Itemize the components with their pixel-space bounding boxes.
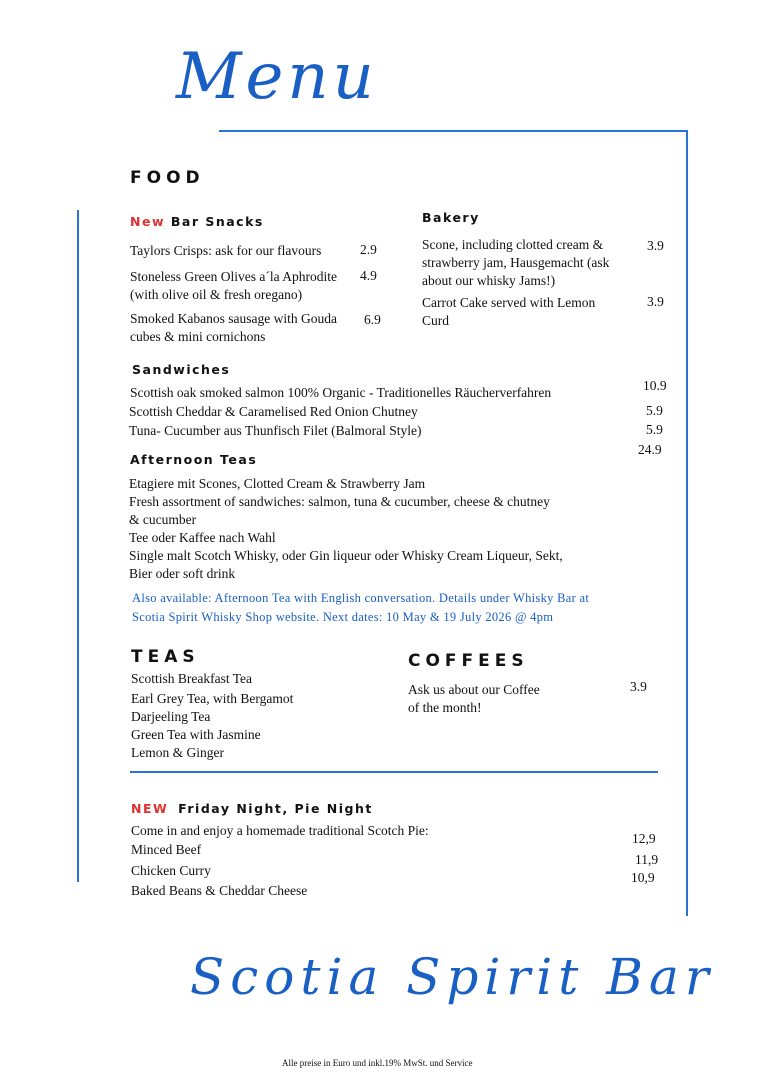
sandwich-price: 5.9 <box>646 403 663 418</box>
pie-item: Minced Beef <box>131 842 202 857</box>
new-badge: NEW <box>131 801 169 816</box>
afternoon-teas-price: 24.9 <box>638 442 662 457</box>
pie-price: 12,9 <box>632 831 656 846</box>
sandwich-item: Scottish Cheddar & Caramelised Red Onion Chutney <box>129 404 418 419</box>
bakery-item: Scone, including clotted cream & strawberry jam, Hausgemacht (ask about our whisky Jams!) <box>422 237 610 288</box>
bakery-price: 3.9 <box>647 294 664 309</box>
coffees-description: Ask us about our Coffee of the month! <box>408 682 540 715</box>
bakery-heading: Bakery <box>422 210 480 225</box>
divider-rule <box>130 771 658 773</box>
list-item: Scottish Breakfast Tea <box>131 671 253 686</box>
bar-snack-item: Smoked Kabanos sausage with Gouda cubes & mini cornichons <box>130 311 337 344</box>
bakery-price: 3.9 <box>647 238 664 253</box>
sandwich-price: 5.9 <box>646 422 663 437</box>
teas-heading: TEAS <box>131 647 200 667</box>
afternoon-teas-heading: Afternoon Teas <box>130 452 258 467</box>
sandwich-item: Scottish oak smoked salmon 100% Organic - Traditionelles Räucherverfahren <box>130 385 552 400</box>
left-rule <box>77 210 79 882</box>
afternoon-teas-description: Etagiere mit Scones, Clotted Cream & Strawberry Jam Fresh assortment of sandwiches: salmon, tuna & cucumber, cheese & chutney & cucumber Tee oder Kaffee nach Wahl Single malt Scotch Whisky, oder Gin liqueur oder Whisky Cream Liqueur, Sekt, Bier oder soft drink <box>129 476 563 581</box>
menu-title: Menu <box>176 40 378 114</box>
right-rule <box>686 130 688 916</box>
teas-list <box>131 670 293 762</box>
new-badge: New <box>130 214 165 229</box>
coffee-price: 3.9 <box>630 679 647 694</box>
bar-snacks-heading <box>130 214 264 229</box>
bar-snacks-title: Bar Snacks <box>170 214 264 229</box>
food-heading: FOOD <box>130 168 205 188</box>
pie-price: 11,9 <box>635 852 659 867</box>
sandwich-item: Tuna- Cucumber aus Thunfisch Filet (Balmoral Style) <box>129 423 422 438</box>
bar-snack-item: Stoneless Green Olives a´la Aphrodite (with olive oil & fresh oregano) <box>130 269 337 302</box>
bar-snack-price: 2.9 <box>360 242 377 257</box>
bakery-item: Carrot Cake served with Lemon Curd <box>422 295 596 328</box>
sandwiches-heading: Sandwiches <box>132 362 231 377</box>
bar-snack-item: Taylors Crisps: ask for our flavours <box>130 243 322 258</box>
list-item: Lemon & Ginger <box>131 745 224 760</box>
footer-note: Alle preise in Euro und inkl.19% MwSt. und Service <box>282 1058 473 1068</box>
top-rule <box>219 130 688 132</box>
pie-price: 10,9 <box>631 870 655 885</box>
pie-night-title: Friday Night, Pie Night <box>178 801 373 816</box>
list-item: Green Tea with Jasmine <box>131 727 261 742</box>
bar-snack-price: 4.9 <box>360 268 377 283</box>
pie-item: Chicken Curry <box>131 863 211 878</box>
afternoon-tea-note: Also available: Afternoon Tea with English conversation. Details under Whisky Bar at Scotia Spirit Whisky Shop website. Next dates: 10 May & 19 July 2026 @ 4pm <box>132 591 590 624</box>
coffees-heading: COFFEES <box>408 651 529 671</box>
sandwich-price: 10.9 <box>643 378 667 393</box>
list-item: Earl Grey Tea, with Bergamot <box>131 691 294 706</box>
pie-night-intro: Come in and enjoy a homemade traditional Scotch Pie: <box>131 823 429 838</box>
bar-snack-price: 6.9 <box>364 312 381 327</box>
list-item: Darjeeling Tea <box>131 709 211 724</box>
brand-name: Scotia Spirit Bar <box>190 948 715 1006</box>
pie-night-heading <box>131 801 373 816</box>
pie-item: Baked Beans & Cheddar Cheese <box>131 883 308 898</box>
